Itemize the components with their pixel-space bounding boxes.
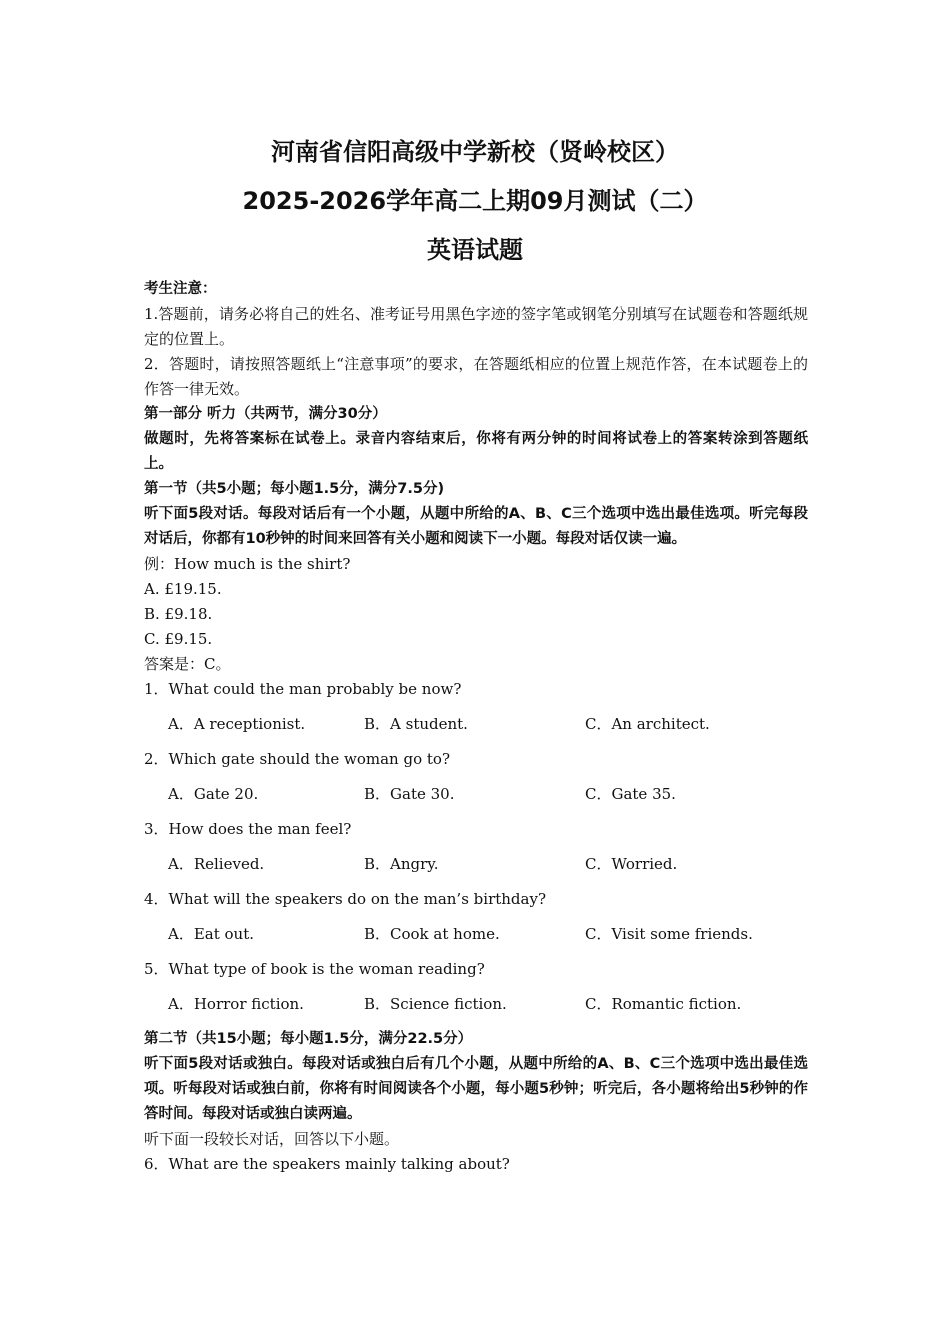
- question-3-option-a: A．Relieved.: [168, 855, 265, 873]
- question-4-options: [144, 922, 808, 947]
- section2-instruction: 听下面5段对话或独白。每段对话或独白后有几个小题，从题中所给的A、B、C三个选项中选出最佳选项。听每段对话或独白前，你将有时间阅读各个小题，每小题5秒钟；听完后，各小题将给出5秒钟的作答时间。每段对话或独白读两遍。: [144, 1056, 808, 1122]
- question-1-options: [144, 712, 808, 737]
- example-option-a: A. £19.15.: [144, 580, 222, 598]
- part1-heading: 第一部分 听力（共两节，满分30分）: [144, 406, 387, 422]
- example-answer: 答案是：C。: [144, 655, 231, 673]
- question-3-options: [144, 852, 808, 877]
- notice-heading: 考生注意：: [144, 281, 217, 297]
- question-5-option-b: B．Science fiction.: [364, 995, 507, 1013]
- question-5-options: [144, 992, 808, 1017]
- question-4-stem: 4．What will the speakers do on the man’s birthday?: [144, 890, 546, 908]
- subject-title: 英语试题: [427, 236, 523, 264]
- example-option-b: B. £9.18.: [144, 605, 213, 623]
- exam-body: [144, 277, 808, 1177]
- question-1-stem: 1．What could the man probably be now?: [144, 680, 462, 698]
- question-6-stem: 6．What are the speakers mainly talking about?: [144, 1155, 510, 1173]
- question-4-option-c: C．Visit some friends.: [585, 925, 753, 943]
- section2-heading: 第二节（共15小题；每小题1.5分，满分22.5分）: [144, 1031, 473, 1047]
- test-title: 2025-2026学年高二上期09月测试（二）: [242, 187, 708, 215]
- notice-item-2: 2．答题时，请按照答题纸上“注意事项”的要求，在答题纸相应的位置上规范作答，在本试题卷上的作答一律无效。: [144, 355, 808, 398]
- question-5-option-c: C．Romantic fiction.: [585, 995, 742, 1013]
- question-3-option-c: C．Worried.: [585, 855, 678, 873]
- section1-heading: 第一节（共5小题；每小题1.5分，满分7.5分): [144, 481, 445, 497]
- question-1-option-c: C．An architect.: [585, 715, 710, 733]
- section1-instruction: 听下面5段对话。每段对话后有一个小题，从题中所给的A、B、C三个选项中选出最佳选项。听完每段对话后，你都有10秒钟的时间来回答有关小题和阅读下一小题。每段对话仅读一遍。: [144, 506, 808, 547]
- section2-lead: 听下面一段较长对话，回答以下小题。: [144, 1130, 400, 1148]
- school-title: 河南省信阳高级中学新校（贤岭校区）: [271, 138, 679, 166]
- question-1-option-a: A．A receptionist.: [168, 715, 306, 733]
- part1-instruction: 做题时，先将答案标在试卷上。录音内容结束后，你将有两分钟的时间将试卷上的答案转涂到答题纸上。: [144, 431, 808, 472]
- question-2-option-c: C．Gate 35.: [585, 785, 676, 803]
- question-4-option-b: B．Cook at home.: [364, 925, 500, 943]
- question-3-stem: 3．How does the man feel?: [144, 820, 352, 838]
- question-1-option-b: B．A student.: [364, 715, 468, 733]
- question-4-option-a: A．Eat out.: [168, 925, 255, 943]
- question-2-stem: 2．Which gate should the woman go to?: [144, 750, 450, 768]
- question-3-option-b: B．Angry.: [364, 855, 439, 873]
- question-2-options: [144, 782, 808, 807]
- notice-item-1: 1.答题前，请务必将自己的姓名、准考证号用黑色字迹的签字笔或钢笔分别填写在试题卷和答题纸规定的位置上。: [144, 305, 808, 348]
- example-option-c: C. £9.15.: [144, 630, 213, 648]
- question-5-stem: 5．What type of book is the woman reading?: [144, 960, 485, 978]
- question-2-option-b: B．Gate 30.: [364, 785, 455, 803]
- example-question: 例：How much is the shirt?: [144, 555, 351, 573]
- question-5-option-a: A．Horror fiction.: [168, 995, 304, 1013]
- question-2-option-a: A．Gate 20.: [168, 785, 259, 803]
